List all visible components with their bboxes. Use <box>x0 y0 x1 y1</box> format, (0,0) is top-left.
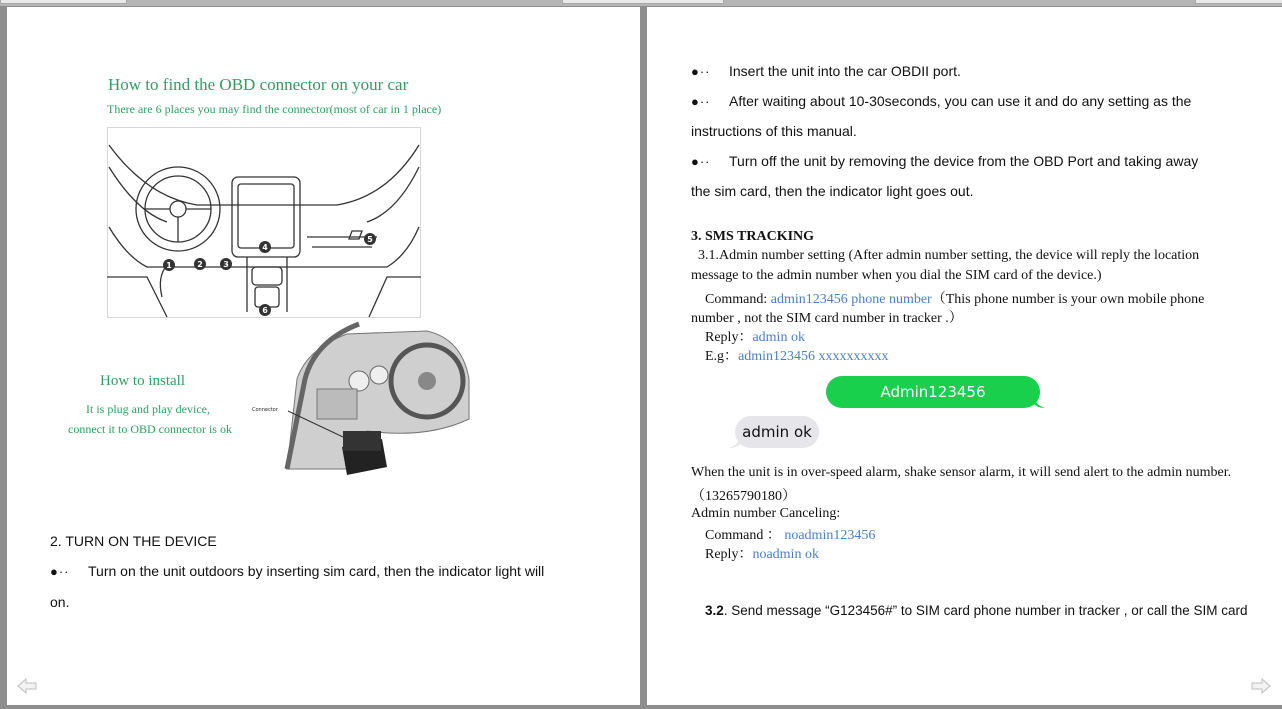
command-line <box>705 288 1204 308</box>
document-page-left <box>7 7 640 705</box>
bullet-continuation: on. <box>50 594 70 610</box>
cancel-command-label: Command ： <box>705 528 785 543</box>
section-heading-sms-tracking: 3. SMS TRACKING <box>691 229 815 244</box>
obd-connector-title: How to find the OBD connector on your car <box>108 75 409 94</box>
bullet-turn-on <box>50 563 544 579</box>
location-marker-3: 3 <box>223 260 229 269</box>
bullet-glyph: ●·· <box>691 94 711 109</box>
cancel-command-value: noadmin123456 <box>784 528 876 543</box>
admin-setting-line-2: message to the admin number when you dial the SIM card of the device.) <box>691 268 1102 283</box>
cancel-reply-line <box>705 543 819 563</box>
install-title: How to install <box>100 373 185 389</box>
install-photo <box>247 319 471 475</box>
location-marker-6: 6 <box>262 306 268 315</box>
location-marker-1: 1 <box>166 261 172 270</box>
command-label: Command: <box>705 292 771 307</box>
obd-connector-subtitle: There are 6 places you may find the connector(most of car in 1 place) <box>107 102 442 116</box>
bullet-continuation: instructions of this manual. <box>691 123 857 139</box>
command-value: admin123456 phone number <box>770 292 932 307</box>
example-label: E.g： <box>705 349 739 364</box>
bullet-text: After waiting about 10-30seconds, you can use it and do any setting as the <box>729 93 1192 109</box>
step-3-2-line <box>705 603 1248 618</box>
sms-sent-text: Admin123456 <box>880 383 986 401</box>
viewer-tab[interactable] <box>0 0 127 4</box>
sms-sent-bubble <box>826 376 1040 433</box>
bullet-glyph: ●·· <box>691 154 711 169</box>
alarm-line-2: （13265790180） <box>691 489 796 504</box>
bullet-turn-off <box>691 153 1198 169</box>
install-line-2: connect it to OBD connector is ok <box>68 422 232 436</box>
connector-label: Connector <box>252 407 278 413</box>
example-line <box>705 345 889 365</box>
bullet-glyph: ●·· <box>50 564 70 579</box>
bullet-continuation: the sim card, then the indicator light goes out. <box>691 183 974 199</box>
sms-reply-bubble: admin ok <box>735 416 819 448</box>
cancel-command-line <box>705 524 875 544</box>
install-line-1: It is plug and play device, <box>86 402 210 416</box>
bullet-text: Insert the unit into the car OBDII port. <box>729 63 961 79</box>
cancel-heading: Admin number Canceling: <box>691 506 841 521</box>
viewer-tab[interactable] <box>1195 0 1282 4</box>
next-page-arrow-icon[interactable] <box>1251 677 1271 695</box>
viewer-top-strip <box>0 0 1282 6</box>
bullet-text: Turn off the unit by removing the device from the OBD Port and taking away <box>729 153 1199 169</box>
bullet-text: Turn on the unit outdoors by inserting sim card, then the indicator light will <box>88 563 545 579</box>
cancel-reply-label: Reply： <box>705 547 753 562</box>
cancel-reply-value: noadmin ok <box>752 547 819 562</box>
dashboard-diagram <box>107 127 421 318</box>
admin-setting-line-1: 3.1.Admin number setting (After admin number setting, the device will reply the location <box>698 248 1200 263</box>
prev-page-arrow-icon[interactable] <box>17 677 37 695</box>
bullet-glyph: ●·· <box>691 64 711 79</box>
command-note: （This phone number is your own mobile phone <box>931 292 1205 307</box>
bullet-insert <box>691 63 961 79</box>
alarm-line-1: When the unit is in over-speed alarm, shake sensor alarm, it will send alert to the admin number. <box>691 465 1232 480</box>
reply-value: admin ok <box>752 330 805 345</box>
example-value: admin123456 xxxxxxxxxx <box>738 349 889 364</box>
reply-line <box>705 326 805 346</box>
reply-label: Reply： <box>705 330 753 345</box>
bullet-waiting <box>691 93 1191 109</box>
step-text: . Send message “G123456#” to SIM card phone number in tracker , or call the SIM card <box>723 603 1248 618</box>
location-marker-2: 2 <box>197 260 203 269</box>
step-number: 3.2 <box>705 603 724 618</box>
viewer-tab[interactable] <box>562 0 724 4</box>
section-heading-turn-on: 2. TURN ON THE DEVICE <box>50 533 217 549</box>
document-page-right <box>647 7 1282 705</box>
sms-sent-number: 13265790180 <box>880 415 986 433</box>
location-marker-5: 5 <box>367 235 373 244</box>
sms-sent-bubble-tail <box>1033 395 1045 409</box>
command-note-continuation: number , not the SIM card number in tracker .） <box>691 311 963 326</box>
sms-reply-bubble-tail <box>729 435 741 449</box>
location-marker-4: 4 <box>262 243 268 252</box>
